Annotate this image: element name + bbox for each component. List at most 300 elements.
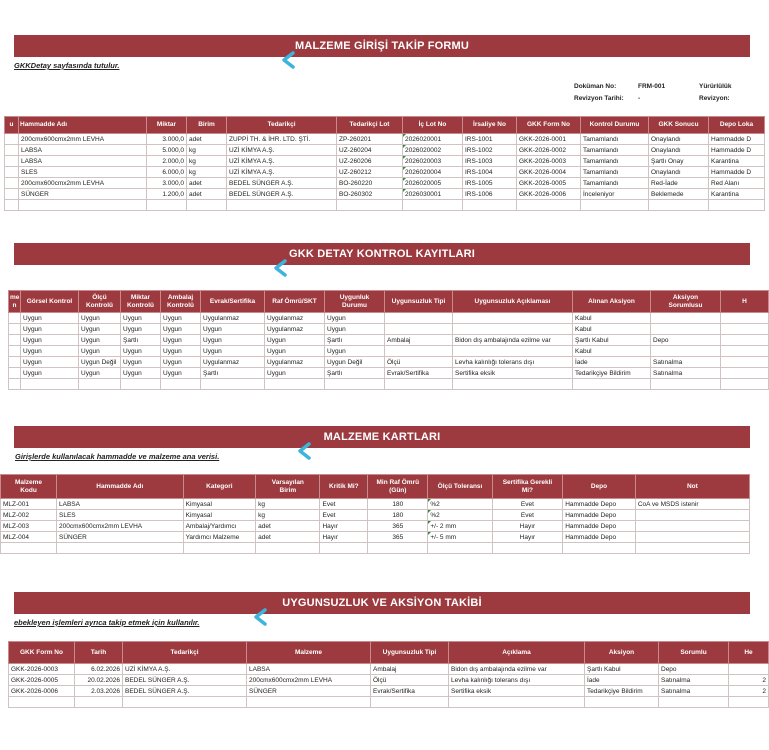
table-row[interactable] (9, 675, 769, 686)
table-cell[interactable]: Tamamlandı (581, 145, 649, 156)
table-cell[interactable]: Uygun (21, 357, 79, 368)
table-cell[interactable] (651, 346, 721, 357)
table-cell[interactable] (337, 200, 403, 211)
table-cell[interactable] (709, 200, 765, 211)
table-cell[interactable]: Uygun (201, 324, 265, 335)
table-cell[interactable] (453, 324, 573, 335)
table-cell[interactable]: SLES (19, 167, 147, 178)
table-cell[interactable]: Uygun (265, 368, 325, 379)
table-row[interactable] (9, 357, 769, 368)
table-cell[interactable]: Evet (492, 499, 563, 510)
table-cell[interactable] (635, 532, 749, 543)
table-cell[interactable]: 20.02.2026 (75, 675, 123, 686)
table-cell[interactable]: Şartlı (325, 368, 385, 379)
table-cell[interactable] (9, 313, 21, 324)
table-cell[interactable]: 2026020003 (403, 156, 463, 167)
col-header[interactable]: Evrak/Sertifika (201, 291, 265, 313)
table-cell[interactable]: 2026020004 (403, 167, 463, 178)
table-row[interactable] (9, 686, 769, 697)
table-cell[interactable]: Karantina (709, 189, 765, 200)
table-row[interactable] (5, 200, 765, 211)
table-cell[interactable]: UZİ KİMYA A.Ş. (227, 167, 337, 178)
table-cell[interactable]: Uygulanmaz (201, 357, 265, 368)
table-cell[interactable]: Uygun (79, 346, 121, 357)
table-cell[interactable]: 200cmx600cmx2mm LEVHA (57, 521, 184, 532)
table-row[interactable] (1, 532, 750, 543)
table-cell[interactable]: 365 (368, 521, 428, 532)
table-cell[interactable]: GKK-2026-0001 (517, 134, 581, 145)
table-cell[interactable]: GKK-2026-0005 (517, 178, 581, 189)
chevron-left-icon[interactable] (272, 258, 288, 278)
table-cell[interactable]: Onaylandı (649, 145, 709, 156)
table-cell[interactable]: Uygun (79, 368, 121, 379)
col-header[interactable]: Uygunluk Durumu (325, 291, 385, 313)
table-row[interactable] (9, 368, 769, 379)
table-cell[interactable]: Hayır (320, 532, 368, 543)
table-cell[interactable]: 2.03.2026 (75, 686, 123, 697)
table-row[interactable] (9, 697, 769, 708)
table-cell[interactable]: Uygulanmaz (265, 313, 325, 324)
table-cell[interactable]: Hammadde Depo (563, 532, 636, 543)
table-cell[interactable] (123, 697, 247, 708)
table-cell[interactable]: 2 (729, 686, 769, 697)
table-cell[interactable]: Kimyasal (183, 499, 256, 510)
table-cell[interactable]: Kabul (573, 313, 651, 324)
table-cell[interactable]: IRS-1006 (463, 189, 517, 200)
table-cell[interactable]: kg (256, 499, 320, 510)
table-cell[interactable] (635, 521, 749, 532)
table-cell[interactable]: Satınalma (651, 357, 721, 368)
table-cell[interactable]: %2 (428, 510, 492, 521)
table-cell[interactable]: Red Alanı (709, 178, 765, 189)
table-cell[interactable] (5, 167, 19, 178)
table-cell[interactable]: Uygun (325, 346, 385, 357)
table-cell[interactable]: Hammadde D (709, 145, 765, 156)
table-row[interactable] (9, 379, 769, 390)
table-cell[interactable]: LABSA (19, 156, 147, 167)
table-cell[interactable]: SLES (57, 510, 184, 521)
table-cell[interactable]: 2026030001 (403, 189, 463, 200)
table-cell[interactable] (403, 200, 463, 211)
table-cell[interactable] (721, 324, 769, 335)
table-row[interactable] (5, 134, 765, 145)
col-header[interactable]: He (729, 642, 769, 664)
table-cell[interactable]: UZ-260206 (337, 156, 403, 167)
table-cell[interactable] (659, 697, 729, 708)
table-cell[interactable] (183, 543, 256, 554)
table-cell[interactable]: SÜNGER (247, 686, 371, 697)
table-cell[interactable]: Uygun (201, 346, 265, 357)
table-cell[interactable] (492, 543, 563, 554)
table-cell[interactable]: 2026020002 (403, 145, 463, 156)
table-cell[interactable]: 6.000,0 (147, 167, 187, 178)
table-cell[interactable]: Sertifika eksik (449, 686, 585, 697)
table-cell[interactable]: Uygulanmaz (265, 357, 325, 368)
table-cell[interactable]: Levha kalınlığı tolerans dışı (449, 675, 585, 686)
table-cell[interactable]: Onaylandı (649, 134, 709, 145)
table-cell[interactable]: Uygun (161, 357, 201, 368)
table-cell[interactable]: Uygun (265, 335, 325, 346)
table-cell[interactable]: adet (187, 178, 227, 189)
col-header[interactable]: Açıklama (449, 642, 585, 664)
table-cell[interactable] (265, 379, 325, 390)
table-cell[interactable]: ZP-260201 (337, 134, 403, 145)
table-cell[interactable]: adet (256, 521, 320, 532)
table-cell[interactable] (57, 543, 184, 554)
table-row[interactable] (5, 178, 765, 189)
table-cell[interactable]: Ambalaj (371, 664, 449, 675)
table-cell[interactable] (573, 379, 651, 390)
table-cell[interactable]: Hammadde Depo (563, 521, 636, 532)
table-cell[interactable] (19, 200, 147, 211)
table-cell[interactable]: Uygun (201, 335, 265, 346)
table-cell[interactable] (5, 156, 19, 167)
table-cell[interactable]: 1.200,0 (147, 189, 187, 200)
table-cell[interactable]: Uygun (79, 324, 121, 335)
col-header[interactable]: Tedarikçi (227, 117, 337, 134)
table-cell[interactable]: Uygun Değil (79, 357, 121, 368)
col-header[interactable]: Miktar (147, 117, 187, 134)
table-cell[interactable]: Tamamlandı (581, 178, 649, 189)
table-cell[interactable]: Yardımcı Malzeme (183, 532, 256, 543)
col-header[interactable]: Aksiyon (585, 642, 659, 664)
table-cell[interactable]: Kabul (573, 346, 651, 357)
table-cell[interactable]: Uygun (121, 313, 161, 324)
col-header[interactable]: Uygunsuzluk Tipi (385, 291, 453, 313)
table-cell[interactable]: 2 (729, 675, 769, 686)
table-cell[interactable]: adet (256, 532, 320, 543)
chevron-left-icon[interactable] (280, 50, 296, 70)
table-cell[interactable]: GKK-2026-0006 (9, 686, 75, 697)
table-cell[interactable]: IRS-1005 (463, 178, 517, 189)
table-cell[interactable]: Ölçü (385, 357, 453, 368)
col-header[interactable]: Min Raf Ömrü (Gün) (368, 475, 428, 499)
col-header[interactable]: Malzeme Kodu (1, 475, 57, 499)
table-cell[interactable]: Depo (651, 335, 721, 346)
col-header[interactable]: Tarih (75, 642, 123, 664)
table-cell[interactable]: Uygun (21, 313, 79, 324)
table-cell[interactable]: Uygun (161, 313, 201, 324)
table-cell[interactable]: GKK-2026-0006 (517, 189, 581, 200)
table-cell[interactable]: Uygun (325, 324, 385, 335)
col-header[interactable]: Ambalaj Kontrolü (161, 291, 201, 313)
table-cell[interactable]: Levha kalınlığı tolerans dışı (453, 357, 573, 368)
col-header[interactable]: Kategori (183, 475, 256, 499)
col-header[interactable]: Depo Loka (709, 117, 765, 134)
col-header[interactable]: İrsaliye No (463, 117, 517, 134)
table-cell[interactable] (651, 379, 721, 390)
table-cell[interactable] (651, 324, 721, 335)
col-header[interactable]: Birim (187, 117, 227, 134)
table-cell[interactable]: Hammadde D (709, 167, 765, 178)
table-cell[interactable]: kg (187, 167, 227, 178)
table-cell[interactable] (385, 324, 453, 335)
table-cell[interactable]: BEDEL SÜNGER A.Ş. (123, 686, 247, 697)
table-cell[interactable]: Şartlı Onay (649, 156, 709, 167)
col-header[interactable]: Hammadde Adı (19, 117, 147, 134)
table-cell[interactable]: GKK-2026-0003 (9, 664, 75, 675)
table-cell[interactable]: UZİ KİMYA A.Ş. (227, 145, 337, 156)
col-header[interactable]: Sorumlu (659, 642, 729, 664)
table-cell[interactable] (79, 379, 121, 390)
table-cell[interactable] (147, 200, 187, 211)
table-cell[interactable] (121, 379, 161, 390)
table-cell[interactable]: Evet (492, 510, 563, 521)
table-cell[interactable]: LABSA (57, 499, 184, 510)
table-cell[interactable]: Sertifika eksik (453, 368, 573, 379)
table-cell[interactable]: Kabul (573, 324, 651, 335)
table-cell[interactable] (721, 335, 769, 346)
table-cell[interactable]: Satınalma (659, 675, 729, 686)
table-cell[interactable]: kg (256, 510, 320, 521)
table-cell[interactable]: BEDEL SÜNGER A.Ş. (227, 189, 337, 200)
col-header[interactable]: Uygunsuzluk Açıklaması (453, 291, 573, 313)
table-cell[interactable] (9, 357, 21, 368)
table-cell[interactable] (385, 313, 453, 324)
table-cell[interactable] (368, 543, 428, 554)
table-cell[interactable] (449, 697, 585, 708)
table-cell[interactable]: Hayır (492, 521, 563, 532)
col-header[interactable]: Miktar Kontrolü (121, 291, 161, 313)
table-cell[interactable]: Uygun (79, 335, 121, 346)
table-cell[interactable]: BEDEL SÜNGER A.Ş. (227, 178, 337, 189)
table-cell[interactable]: Beklemede (649, 189, 709, 200)
table-cell[interactable] (75, 697, 123, 708)
table-cell[interactable]: Uygun (161, 346, 201, 357)
table-cell[interactable] (721, 313, 769, 324)
col-header[interactable]: Tedarikçi (123, 642, 247, 664)
table-cell[interactable]: Tedarikçiye Bildirim (573, 368, 651, 379)
table-row[interactable] (9, 335, 769, 346)
table-cell[interactable]: adet (187, 134, 227, 145)
table-cell[interactable] (581, 200, 649, 211)
table-cell[interactable] (651, 313, 721, 324)
table-cell[interactable]: 6.02.2026 (75, 664, 123, 675)
table-cell[interactable]: BO-260220 (337, 178, 403, 189)
table-row[interactable] (9, 346, 769, 357)
table-cell[interactable]: kg (187, 145, 227, 156)
table-cell[interactable] (729, 664, 769, 675)
table-cell[interactable] (256, 543, 320, 554)
table-cell[interactable]: Ambalaj/Yardımcı (183, 521, 256, 532)
table-row[interactable] (5, 145, 765, 156)
table-cell[interactable] (9, 324, 21, 335)
table-cell[interactable]: MLZ-001 (1, 499, 57, 510)
table-cell[interactable] (187, 200, 227, 211)
col-header[interactable]: GKK Form No (9, 642, 75, 664)
table-cell[interactable]: Tamamlandı (581, 134, 649, 145)
table-cell[interactable]: Bidon dış ambalajında ezilme var (449, 664, 585, 675)
table-cell[interactable]: GKK-2026-0002 (517, 145, 581, 156)
table-cell[interactable] (563, 543, 636, 554)
table-cell[interactable] (9, 368, 21, 379)
table-cell[interactable]: İade (573, 357, 651, 368)
table-cell[interactable]: Evet (320, 499, 368, 510)
table-cell[interactable]: 200cmx600cmx2mm LEVHA (19, 178, 147, 189)
table-row[interactable] (1, 510, 750, 521)
table-cell[interactable]: SÜNGER (57, 532, 184, 543)
table-cell[interactable] (517, 200, 581, 211)
table-cell[interactable]: Hammadde Depo (563, 499, 636, 510)
col-header[interactable]: Not (635, 475, 749, 499)
table-cell[interactable]: Şartlı (121, 335, 161, 346)
table-cell[interactable]: Uygun (21, 346, 79, 357)
table-cell[interactable] (585, 697, 659, 708)
table-cell[interactable] (385, 379, 453, 390)
table-cell[interactable]: IRS-1004 (463, 167, 517, 178)
col-header[interactable]: Kontrol Durumu (581, 117, 649, 134)
table-cell[interactable] (5, 145, 19, 156)
table-cell[interactable]: 365 (368, 532, 428, 543)
table-cell[interactable]: GKK-2026-0005 (9, 675, 75, 686)
table-row[interactable] (9, 324, 769, 335)
table-cell[interactable]: Uygun Değil (325, 357, 385, 368)
table-cell[interactable] (721, 357, 769, 368)
table-cell[interactable]: GKK-2026-0004 (517, 167, 581, 178)
table-row[interactable] (1, 543, 750, 554)
table-cell[interactable]: 2026020005 (403, 178, 463, 189)
table-cell[interactable] (635, 510, 749, 521)
table-cell[interactable] (21, 379, 79, 390)
table-cell[interactable] (649, 200, 709, 211)
table-cell[interactable]: Hayır (492, 532, 563, 543)
table-cell[interactable]: Tedarikçiye Bildirim (585, 686, 659, 697)
table-cell[interactable]: %2 (428, 499, 492, 510)
table-cell[interactable] (1, 543, 57, 554)
table-cell[interactable] (325, 379, 385, 390)
table-cell[interactable]: IRS-1001 (463, 134, 517, 145)
table-cell[interactable] (453, 313, 573, 324)
table-cell[interactable]: Red-İade (649, 178, 709, 189)
table-cell[interactable]: Evrak/Sertifika (385, 368, 453, 379)
table-cell[interactable]: Kimyasal (183, 510, 256, 521)
table-row[interactable] (1, 499, 750, 510)
col-header[interactable]: Uygunsuzluk Tipi (371, 642, 449, 664)
table-cell[interactable]: Uygun (121, 324, 161, 335)
table-cell[interactable]: GKK-2026-0003 (517, 156, 581, 167)
table-cell[interactable]: 2026020001 (403, 134, 463, 145)
table-cell[interactable]: UZİ KİMYA A.Ş. (123, 664, 247, 675)
table-row[interactable] (9, 664, 769, 675)
table-cell[interactable]: Uygun (79, 313, 121, 324)
table-cell[interactable]: 180 (368, 499, 428, 510)
table-cell[interactable]: Hammadde D (709, 134, 765, 145)
table-cell[interactable]: Evrak/Sertifika (371, 686, 449, 697)
table-cell[interactable]: LABSA (19, 145, 147, 156)
col-header[interactable]: Alınan Aksiyon (573, 291, 651, 313)
table-cell[interactable] (9, 346, 21, 357)
table-cell[interactable] (5, 178, 19, 189)
table-cell[interactable] (320, 543, 368, 554)
table-cell[interactable]: Ölçü (371, 675, 449, 686)
table-cell[interactable]: Uygulanmaz (201, 313, 265, 324)
table-cell[interactable]: Depo (659, 664, 729, 675)
col-header[interactable]: me n (9, 291, 21, 313)
table-cell[interactable]: +/- 5 mm (428, 532, 492, 543)
table-cell[interactable]: SÜNGER (19, 189, 147, 200)
table-row[interactable] (5, 189, 765, 200)
col-header[interactable]: GKK Form No (517, 117, 581, 134)
table-row[interactable] (1, 521, 750, 532)
table-cell[interactable] (453, 379, 573, 390)
table-cell[interactable] (721, 368, 769, 379)
table-cell[interactable] (247, 697, 371, 708)
table-cell[interactable] (9, 379, 21, 390)
table-cell[interactable]: Hammadde Depo (563, 510, 636, 521)
table-cell[interactable]: 3.000,0 (147, 134, 187, 145)
col-header[interactable]: Tedarikçi Lot (337, 117, 403, 134)
col-header[interactable]: Raf Ömrü/SKT (265, 291, 325, 313)
table-cell[interactable]: MLZ-002 (1, 510, 57, 521)
table-cell[interactable]: Şartlı (325, 335, 385, 346)
table-cell[interactable]: kg (187, 156, 227, 167)
table-cell[interactable]: Satınalma (651, 368, 721, 379)
table-cell[interactable]: İade (585, 675, 659, 686)
table-cell[interactable] (453, 346, 573, 357)
table-cell[interactable]: Tamamlandı (581, 167, 649, 178)
table-row[interactable] (9, 313, 769, 324)
table-cell[interactable]: Uygun (121, 346, 161, 357)
table-cell[interactable]: Ambalaj (385, 335, 453, 346)
table-cell[interactable] (721, 379, 769, 390)
table-cell[interactable] (5, 200, 19, 211)
table-cell[interactable]: İnceleniyor (581, 189, 649, 200)
col-header[interactable]: Sertifika Gerekli Mi? (492, 475, 563, 499)
table-cell[interactable]: IRS-1003 (463, 156, 517, 167)
table-cell[interactable]: BO-260302 (337, 189, 403, 200)
col-header[interactable]: Varsayılan Birim (256, 475, 320, 499)
table-cell[interactable] (729, 697, 769, 708)
table-cell[interactable]: Tamamlandı (581, 156, 649, 167)
table-cell[interactable]: UZİ KİMYA A.Ş. (227, 156, 337, 167)
table-cell[interactable]: IRS-1002 (463, 145, 517, 156)
table-cell[interactable] (201, 379, 265, 390)
table-cell[interactable] (721, 346, 769, 357)
table-row[interactable] (5, 156, 765, 167)
table-cell[interactable] (9, 335, 21, 346)
table-row[interactable] (5, 167, 765, 178)
table-cell[interactable] (5, 134, 19, 145)
table-cell[interactable]: Uygun (161, 324, 201, 335)
table-cell[interactable]: Uygun (21, 324, 79, 335)
col-header[interactable]: Kritik Mi? (320, 475, 368, 499)
table-cell[interactable]: Uygun (21, 368, 79, 379)
col-header[interactable]: İç Lot No (403, 117, 463, 134)
table-cell[interactable]: ZUPPİ TH. & İHR. LTD. ŞTİ. (227, 134, 337, 145)
table-cell[interactable]: 200cmx600cmx2mm LEVHA (247, 675, 371, 686)
chevron-left-icon[interactable] (296, 441, 312, 461)
table-cell[interactable] (635, 543, 749, 554)
table-cell[interactable]: 3.000,0 (147, 178, 187, 189)
table-cell[interactable] (227, 200, 337, 211)
table-cell[interactable] (428, 543, 492, 554)
col-header[interactable]: Malzeme (247, 642, 371, 664)
col-header[interactable]: Aksiyon Sorumlusu (651, 291, 721, 313)
col-header[interactable]: Görsel Kontrol (21, 291, 79, 313)
table-cell[interactable]: Şartlı Kabul (573, 335, 651, 346)
col-header[interactable]: Hammadde Adı (57, 475, 184, 499)
table-cell[interactable]: Bidon dış ambalajında ezilme var (453, 335, 573, 346)
table-cell[interactable]: adet (187, 189, 227, 200)
table-cell[interactable] (371, 697, 449, 708)
table-cell[interactable]: UZ-260204 (337, 145, 403, 156)
col-header[interactable]: Ölçü Toleransı (428, 475, 492, 499)
table-cell[interactable]: 180 (368, 510, 428, 521)
table-cell[interactable]: Karantina (709, 156, 765, 167)
table-cell[interactable]: Uygun (161, 368, 201, 379)
table-cell[interactable]: Uygun (21, 335, 79, 346)
col-header[interactable]: H (721, 291, 769, 313)
